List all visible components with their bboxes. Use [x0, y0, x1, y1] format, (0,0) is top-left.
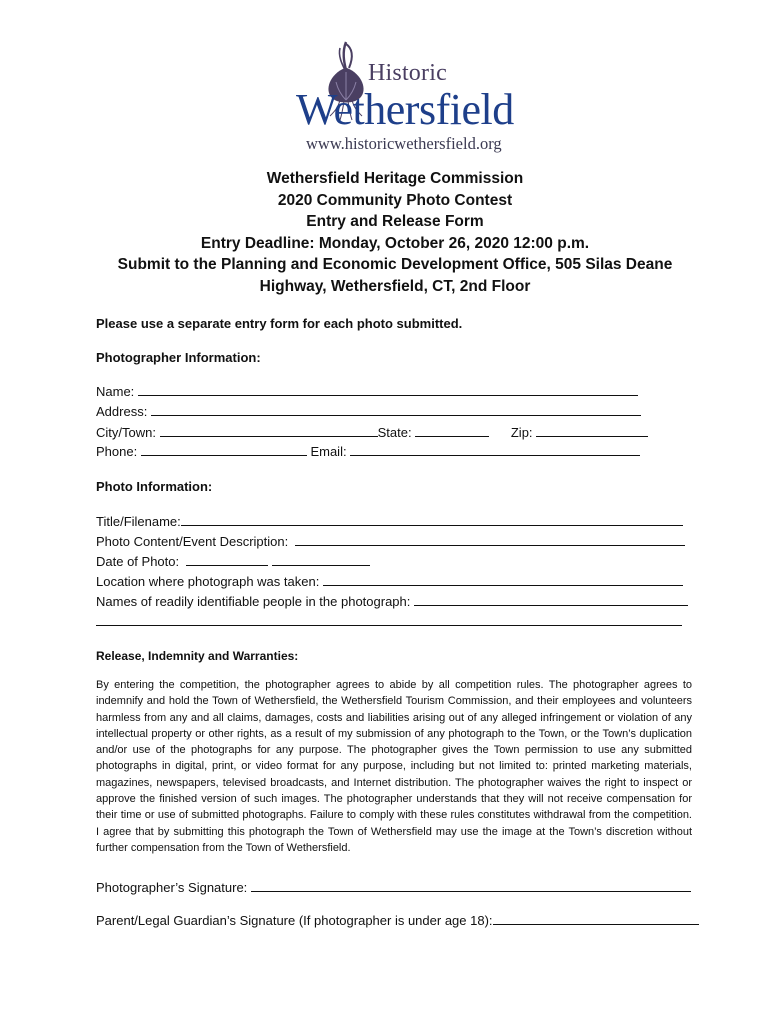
- title-row: [96, 513, 683, 530]
- email-field[interactable]: [350, 443, 640, 456]
- photographer-section-title: Photographer Information:: [96, 350, 261, 365]
- content-label: Photo Content/Event Description:: [96, 534, 289, 549]
- heading-contest: 2020 Community Photo Contest: [277, 191, 513, 209]
- people-field[interactable]: [414, 593, 688, 606]
- date-row: [96, 553, 370, 570]
- people-field-continuation[interactable]: [96, 613, 682, 626]
- guardian-signature-label: Parent/Legal Guardian’s Signature (If photographer is under age 18):: [96, 913, 493, 928]
- zip-field[interactable]: [536, 424, 648, 437]
- guardian-signature-field[interactable]: [493, 912, 699, 925]
- address-field[interactable]: [151, 403, 641, 416]
- date-field-2[interactable]: [272, 553, 370, 566]
- address-row: [96, 403, 641, 420]
- location-field[interactable]: [323, 573, 683, 586]
- logo-url: www.historicwethersfield.org: [306, 134, 502, 153]
- city-row: [96, 424, 648, 441]
- photographer-signature-row: [96, 879, 691, 896]
- release-title: Release, Indemnity and Warranties:: [96, 649, 299, 663]
- people-label: Names of readily identifiable people in the photograph:: [96, 594, 411, 609]
- zip-label: Zip:: [510, 425, 533, 440]
- content-field[interactable]: [295, 533, 685, 546]
- photo-section-title: Photo Information:: [96, 479, 213, 494]
- heading-address: Highway, Wethersfield, CT, 2nd Floor: [259, 277, 531, 295]
- form-heading: [60, 168, 730, 297]
- people-row: [96, 593, 688, 610]
- historic-wethersfield-logo: [296, 38, 514, 156]
- photographer-signature-field[interactable]: [251, 879, 691, 892]
- city-field[interactable]: [160, 424, 378, 437]
- name-field[interactable]: [138, 383, 638, 396]
- content-row: [96, 533, 685, 550]
- email-label: Email:: [310, 444, 347, 459]
- heading-submit-location: Submit to the Planning and Economic Development Office, 505 Silas Deane: [117, 256, 673, 273]
- heading-form-title: Entry and Release Form: [306, 213, 484, 230]
- title-field[interactable]: [181, 513, 683, 526]
- heading-deadline: Entry Deadline: Monday, October 26, 2020 12:00 p.m.: [200, 234, 590, 252]
- name-label: Name:: [96, 384, 135, 399]
- city-label: City/Town:: [96, 425, 156, 440]
- location-label: Location where photograph was taken:: [96, 574, 320, 589]
- heading-commission: Wethersfield Heritage Commission: [266, 170, 524, 187]
- location-row: [96, 573, 683, 590]
- phone-label: Phone:: [96, 444, 138, 459]
- phone-row: [96, 443, 640, 460]
- photographer-signature-label: Photographer’s Signature:: [96, 880, 248, 895]
- phone-field[interactable]: [141, 443, 307, 456]
- logo-text-historic: Historic: [368, 60, 447, 86]
- date-field-1[interactable]: [186, 553, 268, 566]
- guardian-signature-row: [96, 912, 699, 929]
- logo-text-wethersfield: Wethersfield: [296, 85, 514, 134]
- state-label: State:: [377, 425, 412, 440]
- date-label: Date of Photo:: [96, 554, 180, 569]
- state-field[interactable]: [415, 424, 489, 437]
- title-label: Title/Filename:: [96, 514, 181, 529]
- people-continuation-row: [96, 613, 682, 630]
- release-text: By entering the competition, the photographer agrees to abide by all competition rules. The photographer agrees to indemnify and hold the Town of Wethersfield, the Wethersfield Tourism Commission, and their employees and volunteers harmless from any and all claims, damages, costs and liabilities arising out of any alleged infringement or violation of any intellectual property or other rights, as a result of my submission of any photograph to the Town, or the Town’s duplication and/or use of the photographs for any purpose. The photographer gives the Town permission to use any submitted photographs in digital, print, or video format for any purpose, including but not limited to: printed marketing materials, magazines, newspapers, televised broadcasts, and Internet distribution. The photographer waives the right to inspect or approve the finished version of such images. The photographer understands that they will not receive compensation for their time or use of submitted photographs. Failure to comply with these rules constitutes withdrawal from the competition. I agree that by submitting this photograph the Town of Wethersfield may use the image at the Town’s discretion without further compensation from the Town of Wethersfield.: [96, 679, 692, 854]
- name-row: [96, 383, 638, 400]
- instruction-text: Please use a separate entry form for each photo submitted.: [96, 316, 463, 331]
- address-label: Address:: [96, 404, 148, 419]
